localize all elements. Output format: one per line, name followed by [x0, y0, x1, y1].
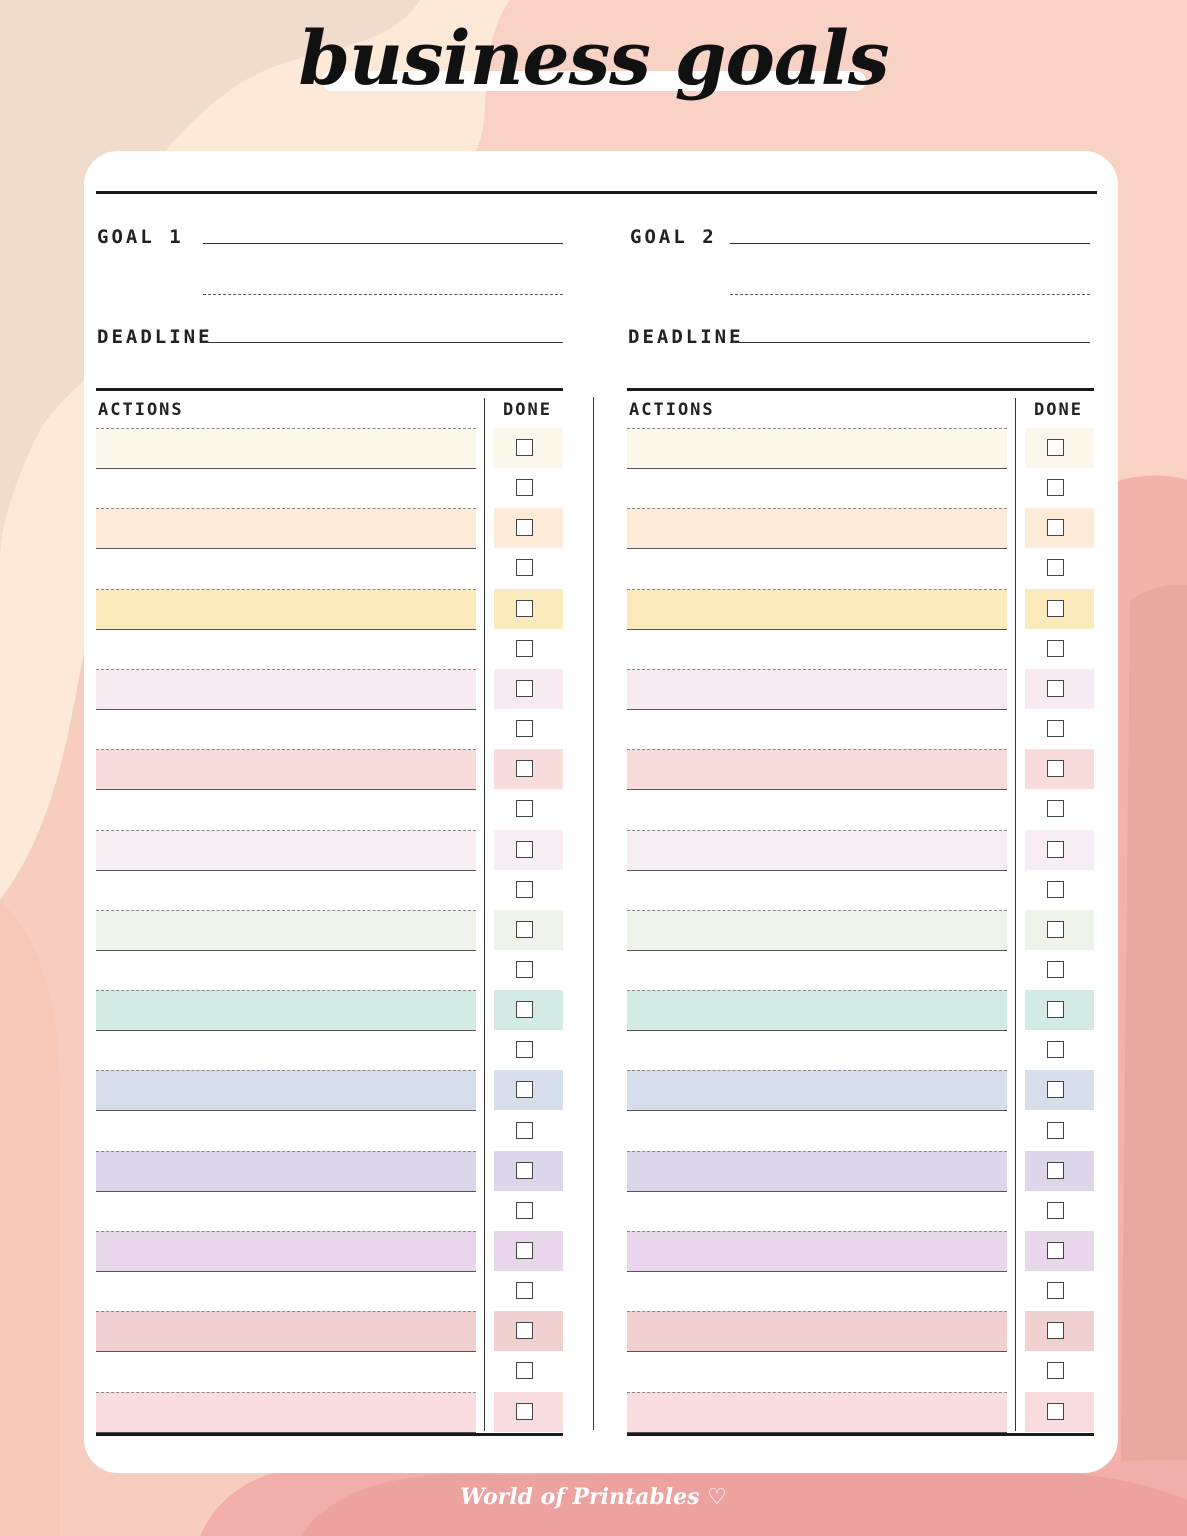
table-row [627, 1392, 1094, 1432]
row-highlight [96, 1311, 476, 1351]
done-checkbox[interactable] [1047, 479, 1064, 496]
done-checkbox[interactable] [516, 1202, 533, 1219]
done-checkbox[interactable] [516, 961, 533, 978]
row-dotted-line [627, 428, 1007, 429]
row-highlight [96, 990, 476, 1030]
row-highlight [627, 1311, 1007, 1351]
table-row [96, 629, 563, 669]
table-row [96, 910, 563, 950]
done-checkbox[interactable] [516, 1162, 533, 1179]
table-row [96, 1151, 563, 1191]
done-checkbox[interactable] [516, 1081, 533, 1098]
done-checkbox[interactable] [516, 600, 533, 617]
table-row [627, 468, 1094, 508]
table-row [627, 990, 1094, 1030]
goal-1-input-line-2[interactable] [203, 294, 563, 295]
done-checkbox[interactable] [516, 1242, 533, 1259]
planner-card [84, 151, 1118, 1473]
row-highlight [627, 830, 1007, 870]
done-checkbox[interactable] [516, 640, 533, 657]
done-checkbox[interactable] [516, 921, 533, 938]
goal-1-block [97, 211, 617, 351]
row-dotted-line [627, 1070, 1007, 1071]
table-row [96, 1070, 563, 1110]
table-row [96, 870, 563, 910]
table-row [627, 1351, 1094, 1391]
page-title: business goals [298, 16, 889, 102]
done-checkbox[interactable] [516, 479, 533, 496]
table-row [96, 709, 563, 749]
done-checkbox[interactable] [1047, 1122, 1064, 1139]
row-dotted-line [96, 508, 476, 509]
table-row [627, 1311, 1094, 1351]
goal-1-actions-table [96, 388, 563, 1438]
done-checkbox[interactable] [516, 519, 533, 536]
table-row [627, 1191, 1094, 1231]
row-dotted-line [96, 428, 476, 429]
done-checkbox[interactable] [1047, 600, 1064, 617]
table-row [627, 508, 1094, 548]
actions-header: ACTIONS [98, 400, 184, 420]
row-dotted-line [96, 1070, 476, 1071]
row-dotted-line [96, 1231, 476, 1232]
done-checkbox[interactable] [1047, 1242, 1064, 1259]
table-row [96, 1311, 563, 1351]
table-row [627, 950, 1094, 990]
header [0, 0, 1187, 140]
row-highlight [96, 1231, 476, 1271]
done-checkbox[interactable] [1047, 800, 1064, 817]
done-checkbox[interactable] [1047, 1202, 1064, 1219]
table-bottom-rule [96, 1433, 563, 1436]
row-highlight [96, 1392, 476, 1432]
row-dotted-line [627, 1392, 1007, 1393]
done-checkbox[interactable] [516, 760, 533, 777]
table-row [627, 789, 1094, 829]
done-checkbox[interactable] [516, 1041, 533, 1058]
row-highlight [627, 990, 1007, 1030]
row-highlight [96, 830, 476, 870]
done-checkbox[interactable] [1047, 1162, 1064, 1179]
table-row [96, 1231, 563, 1271]
done-checkbox[interactable] [516, 881, 533, 898]
row-dotted-line [96, 669, 476, 670]
table-row [627, 548, 1094, 588]
table-row [96, 990, 563, 1030]
table-row [96, 789, 563, 829]
table-row [96, 468, 563, 508]
table-bottom-rule [627, 1433, 1094, 1436]
row-dotted-line [627, 990, 1007, 991]
done-checkbox[interactable] [1047, 1001, 1064, 1018]
table-row [627, 1231, 1094, 1271]
row-dotted-line [96, 589, 476, 590]
done-checkbox[interactable] [1047, 1041, 1064, 1058]
row-dotted-line [96, 1392, 476, 1393]
table-row [96, 830, 563, 870]
goal-2-label: GOAL 2 [630, 226, 717, 248]
done-checkbox[interactable] [516, 1403, 533, 1420]
row-highlight [627, 910, 1007, 950]
row-highlight [96, 508, 476, 548]
table-row [627, 669, 1094, 709]
goal-2-actions-table [627, 388, 1094, 1438]
done-checkbox[interactable] [1047, 1322, 1064, 1339]
done-checkbox[interactable] [516, 720, 533, 737]
row-dotted-line [627, 669, 1007, 670]
done-checkbox[interactable] [516, 1282, 533, 1299]
row-dotted-line [627, 1151, 1007, 1152]
done-header: DONE [1034, 400, 1083, 420]
done-checkbox[interactable] [1047, 559, 1064, 576]
table-row [627, 589, 1094, 629]
table-row [627, 1111, 1094, 1151]
row-dotted-line [627, 749, 1007, 750]
row-dotted-line [627, 1231, 1007, 1232]
table-top-rule [96, 388, 563, 391]
done-checkbox[interactable] [516, 439, 533, 456]
table-row [96, 589, 563, 629]
done-checkbox[interactable] [516, 680, 533, 697]
row-highlight [627, 669, 1007, 709]
goal-2-block [628, 211, 1148, 351]
table-top-rule [627, 388, 1094, 391]
done-checkbox[interactable] [516, 1001, 533, 1018]
table-row [627, 428, 1094, 468]
row-dotted-line [96, 1311, 476, 1312]
table-row [627, 830, 1094, 870]
table-row [96, 508, 563, 548]
row-highlight [627, 508, 1007, 548]
row-dotted-line [96, 1151, 476, 1152]
row-highlight [627, 1070, 1007, 1110]
footer-brand: World of Printables ♡ [460, 1484, 727, 1510]
done-checkbox[interactable] [1047, 720, 1064, 737]
goal-1-input-line[interactable] [203, 243, 563, 244]
table-row [96, 1351, 563, 1391]
done-checkbox[interactable] [1047, 640, 1064, 657]
done-checkbox[interactable] [1047, 1403, 1064, 1420]
goal-2-deadline-line[interactable] [730, 342, 1090, 343]
goal-1-deadline-label: DEADLINE [97, 326, 213, 348]
done-checkbox[interactable] [1047, 841, 1064, 858]
row-dotted-line [627, 1311, 1007, 1312]
goal-2-input-line[interactable] [730, 243, 1090, 244]
table-row [96, 950, 563, 990]
row-dotted-line [96, 749, 476, 750]
table-row [627, 910, 1094, 950]
row-highlight [96, 1151, 476, 1191]
done-checkbox[interactable] [1047, 921, 1064, 938]
table-row [627, 1151, 1094, 1191]
done-checkbox[interactable] [1047, 1362, 1064, 1379]
table-row [627, 1271, 1094, 1311]
table-row [627, 629, 1094, 669]
row-highlight [96, 428, 476, 468]
table-row [96, 428, 563, 468]
table-row [627, 749, 1094, 789]
table-row [96, 1271, 563, 1311]
row-highlight [627, 428, 1007, 468]
row-dotted-line [627, 589, 1007, 590]
table-row [96, 749, 563, 789]
column-separator [593, 397, 594, 1430]
done-checkbox[interactable] [516, 841, 533, 858]
row-dotted-line [96, 830, 476, 831]
goal-2-deadline-label: DEADLINE [628, 326, 744, 348]
row-dotted-line [627, 508, 1007, 509]
row-dotted-line [627, 910, 1007, 911]
done-checkbox[interactable] [516, 800, 533, 817]
table-row [627, 1030, 1094, 1070]
table-row [627, 709, 1094, 749]
row-highlight [627, 589, 1007, 629]
row-dotted-line [96, 990, 476, 991]
row-highlight [627, 1392, 1007, 1432]
done-checkbox[interactable] [516, 1122, 533, 1139]
table-row [96, 1111, 563, 1151]
row-dotted-line [627, 830, 1007, 831]
done-checkbox[interactable] [1047, 760, 1064, 777]
table-row [96, 669, 563, 709]
done-checkbox[interactable] [1047, 1282, 1064, 1299]
row-dotted-line [96, 910, 476, 911]
done-checkbox[interactable] [516, 559, 533, 576]
table-row [96, 1392, 563, 1432]
done-checkbox[interactable] [1047, 961, 1064, 978]
done-checkbox[interactable] [1047, 1081, 1064, 1098]
done-checkbox[interactable] [1047, 680, 1064, 697]
actions-header: ACTIONS [629, 400, 715, 420]
row-highlight [96, 1070, 476, 1110]
row-highlight [627, 1151, 1007, 1191]
done-checkbox[interactable] [1047, 439, 1064, 456]
table-row [627, 1070, 1094, 1110]
table-row [627, 870, 1094, 910]
done-checkbox[interactable] [516, 1362, 533, 1379]
done-checkbox[interactable] [516, 1322, 533, 1339]
top-rule [96, 191, 1097, 194]
row-highlight [96, 910, 476, 950]
row-highlight [96, 669, 476, 709]
table-row [96, 1030, 563, 1070]
row-highlight [96, 749, 476, 789]
row-highlight [627, 749, 1007, 789]
row-highlight [627, 1231, 1007, 1271]
goal-1-label: GOAL 1 [97, 226, 184, 248]
done-checkbox[interactable] [1047, 881, 1064, 898]
table-row [96, 1191, 563, 1231]
goal-1-deadline-line[interactable] [203, 342, 563, 343]
row-highlight [96, 589, 476, 629]
done-header: DONE [503, 400, 552, 420]
goal-2-input-line-2[interactable] [730, 294, 1090, 295]
done-checkbox[interactable] [1047, 519, 1064, 536]
table-row [96, 548, 563, 588]
